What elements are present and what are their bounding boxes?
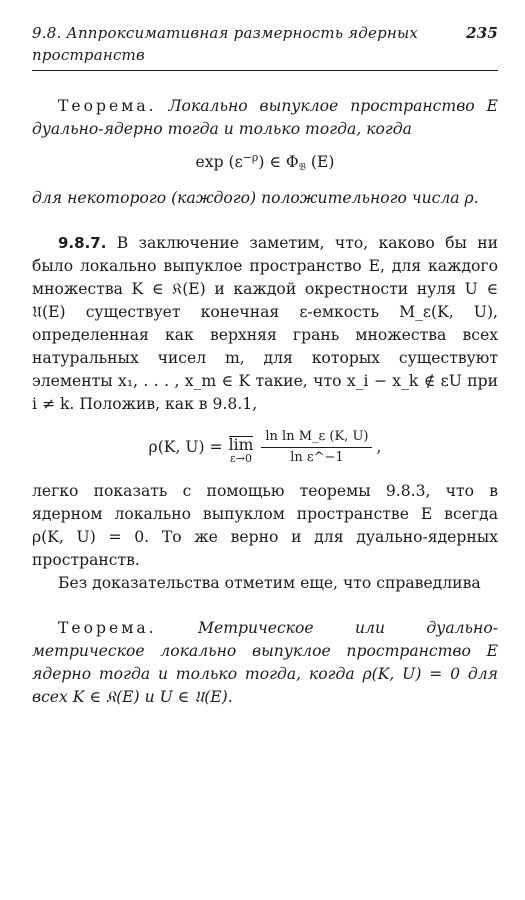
page-number: 235 bbox=[466, 24, 498, 42]
fraction-denominator: ln ε^−1 bbox=[290, 449, 344, 465]
formula-end-part: (E) bbox=[305, 153, 335, 172]
formula-phi-part: ) ∈ Φ bbox=[258, 153, 299, 172]
theorem-1-statement bbox=[32, 95, 498, 141]
limsup-subscript: ε→0 bbox=[230, 451, 252, 465]
limsup-symbol: lim bbox=[228, 435, 254, 454]
rho-formula-comma: , bbox=[376, 438, 382, 457]
section-number: 9.8.7. bbox=[58, 234, 107, 253]
rho-formula-limsup bbox=[229, 436, 254, 465]
theorem-1-label: Теорема. bbox=[58, 97, 157, 115]
theorem-2-text: Метрическое или дуально-метрическое локально выпуклое пространство E ядерно тогда и только тогда, когда ρ(K, U) = 0 для всех K ∈ 𝔎(E) и U ∈ 𝔘(E). bbox=[32, 619, 498, 707]
theorem-1-tail: для некоторого (каждого) положительного числа ρ. bbox=[32, 189, 479, 208]
rho-formula-lhs: ρ(K, U) = bbox=[148, 438, 223, 457]
theorem-2 bbox=[32, 617, 498, 709]
theorem-2-statement bbox=[32, 617, 498, 709]
formula-exp-sup: −ρ bbox=[242, 151, 259, 164]
running-head bbox=[32, 22, 498, 71]
theorem-2-label: Теорема. bbox=[58, 619, 157, 638]
fraction-numerator: ln ln M_ε (K, U) bbox=[261, 429, 372, 448]
formula-exp-part: exp (ε bbox=[195, 153, 243, 172]
rho-formula-fraction bbox=[261, 429, 372, 466]
theorem-1-formula bbox=[32, 145, 498, 181]
rho-formula bbox=[32, 422, 498, 472]
running-head-title: 9.8. Аппроксимативная размерность ядерных пространств bbox=[32, 24, 419, 64]
section-text: В заключение заметим, что, каково бы ни было локально выпуклое пространство E, для каждого множества K ∈ 𝔎(E) и каждой окрестности нуля U ∈ 𝔘(E) существует конечная ε-емкость M_ε(K, U), определенная как верхняя грань множества всех натуральных чисел m, для которых существуют элементы x₁, . . . , x_m ∈ K такие, что x_i − x_k ∉ εU при i ≠ k. Положив, как в 9.8.1, bbox=[32, 234, 498, 414]
section-note: Без доказательства отметим еще, что справедлива bbox=[58, 574, 481, 593]
formula-phi-sub: 𝔅 bbox=[298, 162, 306, 174]
section-body bbox=[32, 232, 498, 416]
section-9-8-7 bbox=[32, 232, 498, 595]
theorem-1-text: Локально выпуклое пространство E дуально-ядерно тогда и только тогда, когда bbox=[32, 97, 498, 138]
book-page bbox=[32, 22, 498, 709]
section-after-formula: легко показать с помощью теоремы 9.8.3, что в ядерном локально выпуклом пространстве E всегда ρ(K, U) = 0. То же верно и для дуально-ядерных пространств. bbox=[32, 482, 498, 570]
